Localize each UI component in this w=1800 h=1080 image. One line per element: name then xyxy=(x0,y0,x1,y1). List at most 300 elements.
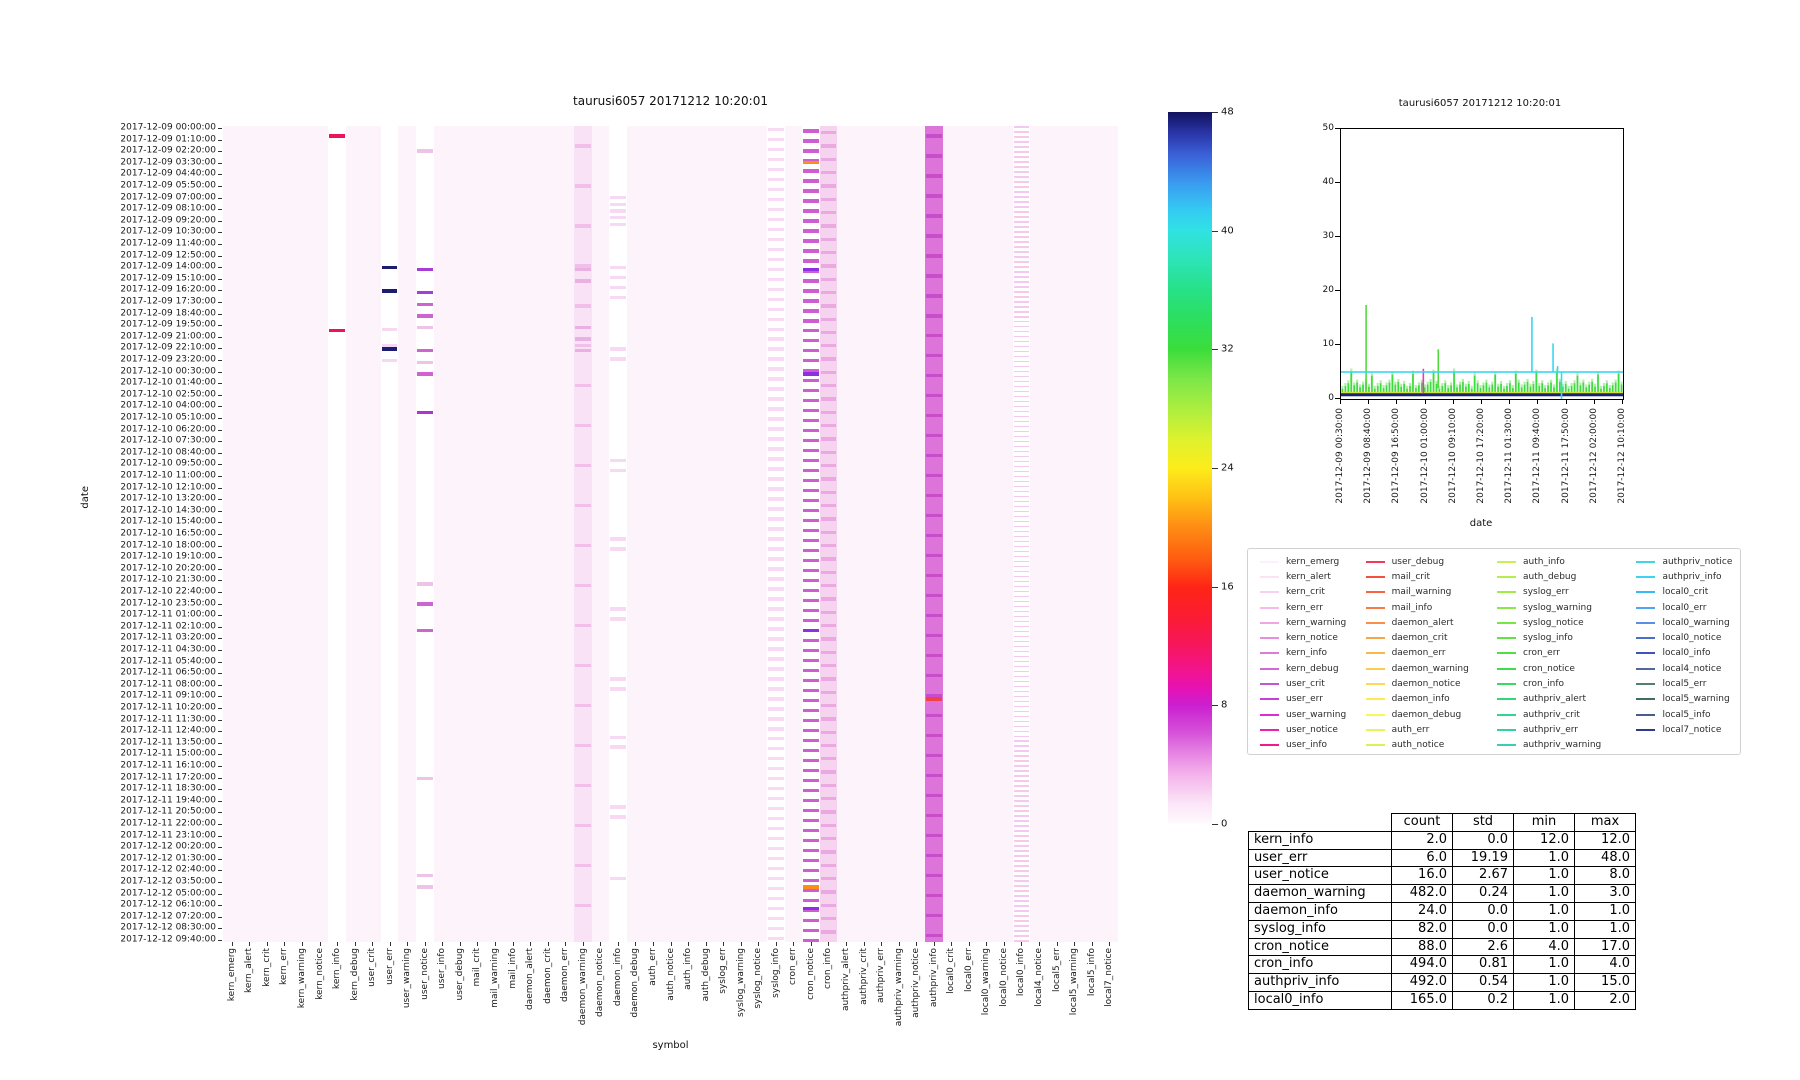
heatmap-cell-cron_notice xyxy=(803,769,819,772)
legend-item-cron_err xyxy=(1497,646,1636,661)
heatmap-row-label: 2017-12-10 19:10:00 xyxy=(120,551,216,562)
heatmap-cell-cron_notice xyxy=(803,529,819,532)
heatmap-column-label: kern_warning xyxy=(296,948,307,1009)
heatmap-cell-daemon_warning xyxy=(575,184,591,187)
heatmap-row-label: 2017-12-11 11:30:00 xyxy=(120,714,216,725)
heatmap-row-tick xyxy=(218,453,222,454)
heatmap-cell-cron_notice xyxy=(803,639,819,642)
legend-swatch xyxy=(1366,683,1385,685)
heatmap-cell-cron_info xyxy=(821,318,837,321)
heatmap-column-tick xyxy=(1021,942,1022,946)
heatmap-column-daemon_alert xyxy=(521,126,539,942)
heatmap-column-kern_info xyxy=(328,126,346,942)
heatmap-cell-local0_info xyxy=(1014,131,1030,133)
heatmap-row-label: 2017-12-10 11:00:00 xyxy=(120,470,216,481)
heatmap-row-label: 2017-12-09 16:20:00 xyxy=(120,284,216,295)
heatmap-row-label: 2017-12-12 02:40:00 xyxy=(120,864,216,875)
heatmap-cell-syslog_info xyxy=(768,407,784,410)
legend-item-kern_err xyxy=(1260,600,1366,615)
heatmap-cell-syslog_info xyxy=(768,278,784,281)
heatmap-column-user_warning xyxy=(398,126,416,942)
legend-swatch xyxy=(1497,561,1516,563)
heatmap-column-tick xyxy=(320,942,321,946)
heatmap-cell-local0_info xyxy=(1014,481,1030,483)
heatmap-cell-daemon_info xyxy=(610,459,626,462)
legend-item-authpriv_info xyxy=(1636,569,1740,584)
heatmap-cell-daemon_warning xyxy=(575,268,591,271)
heatmap-cell-local0_info xyxy=(1014,810,1030,812)
heatmap-row-label: 2017-12-10 15:40:00 xyxy=(120,516,216,527)
legend-swatch xyxy=(1260,744,1279,746)
heatmap-cell-cron_info xyxy=(821,651,837,654)
heatmap-cell-cron_info xyxy=(821,597,837,600)
stats-row-user_notice xyxy=(1249,867,1636,885)
heatmap-column-kern_debug xyxy=(346,126,364,942)
linechart-y-tick xyxy=(1335,128,1340,129)
heatmap-row-tick xyxy=(218,766,222,767)
heatmap-row-label: 2017-12-09 17:30:00 xyxy=(120,296,216,307)
linechart-x-tick xyxy=(1509,399,1510,404)
legend-item-auth_err xyxy=(1366,722,1497,737)
heatmap-cell-local0_info xyxy=(1014,166,1030,168)
legend-item-user_err xyxy=(1260,692,1366,707)
heatmap-cell-daemon_info xyxy=(610,276,626,279)
heatmap-row-tick xyxy=(218,754,222,755)
colorbar-tick-label: 0 xyxy=(1221,818,1228,830)
heatmap-column-tick xyxy=(776,942,777,946)
heatmap-row-label: 2017-12-10 20:20:00 xyxy=(120,563,216,574)
heatmap-column-label: mail_info xyxy=(507,948,518,989)
heatmap-cell-local0_info xyxy=(1014,726,1030,728)
heatmap-row-tick xyxy=(218,186,222,187)
legend-item-local0_notice xyxy=(1636,630,1740,645)
heatmap-cell-local0_info xyxy=(1014,900,1030,902)
heatmap-cell-daemon_info xyxy=(610,223,626,226)
heatmap-column-tick xyxy=(548,942,549,946)
heatmap-column-local0_warning xyxy=(978,126,996,942)
legend-item-mail_info xyxy=(1366,600,1497,615)
heatmap-cell-authpriv_info xyxy=(926,154,942,157)
legend-label: daemon_alert xyxy=(1391,617,1454,628)
heatmap-column-kern_emerg xyxy=(223,126,241,942)
heatmap-row-label: 2017-12-09 04:40:00 xyxy=(120,168,216,179)
heatmap-column-tick xyxy=(723,942,724,946)
heatmap-x-axis-label: symbol xyxy=(652,1040,689,1051)
stats-row-label: cron_notice xyxy=(1249,938,1392,956)
heatmap-cell-local0_info xyxy=(1014,870,1030,872)
legend-swatch xyxy=(1260,607,1279,609)
heatmap-cell-cron_notice xyxy=(803,559,819,562)
heatmap-row-tick xyxy=(218,232,222,233)
heatmap-row-tick xyxy=(218,812,222,813)
heatmap-cell-cron_info xyxy=(821,664,837,667)
heatmap-cell-local0_info xyxy=(1014,606,1030,608)
heatmap-row-label: 2017-12-12 00:20:00 xyxy=(120,841,216,852)
heatmap-cell-cron_info xyxy=(821,384,837,387)
legend-item-local0_crit xyxy=(1636,585,1740,600)
heatmap-column-label: daemon_info xyxy=(612,948,623,1007)
heatmap-cell-local0_info xyxy=(1014,875,1030,877)
heatmap-row-tick xyxy=(218,847,222,848)
heatmap-cell-cron_info xyxy=(821,224,837,227)
heatmap-row-label: 2017-12-10 05:10:00 xyxy=(120,412,216,423)
series-daemon_warning-line xyxy=(1341,392,1623,393)
heatmap-cell-local0_info xyxy=(1014,126,1030,128)
heatmap-cell-local0_info xyxy=(1014,521,1030,523)
heatmap-row-label: 2017-12-10 08:40:00 xyxy=(120,447,216,458)
linechart-x-tick xyxy=(1481,399,1482,404)
legend-swatch xyxy=(1636,729,1655,731)
heatmap-cell-local0_info xyxy=(1014,890,1030,892)
heatmap-column-local0_err xyxy=(960,126,978,942)
heatmap-row-tick xyxy=(218,314,222,315)
series-authpriv_info-spike xyxy=(1561,372,1563,399)
legend-item-syslog_info xyxy=(1497,630,1636,645)
heatmap-cell-user_notice xyxy=(417,291,433,294)
heatmap-cell-local0_info xyxy=(1014,271,1030,273)
heatmap-column-tick xyxy=(671,942,672,946)
heatmap-column-tick xyxy=(390,942,391,946)
heatmap-column-tick xyxy=(899,942,900,946)
heatmap-cell-syslog_info xyxy=(768,138,784,141)
colorbar-tick-label: 40 xyxy=(1221,225,1234,237)
heatmap-row-label: 2017-12-09 21:00:00 xyxy=(120,331,216,342)
legend-swatch xyxy=(1636,698,1655,700)
stats-row-label: syslog_info xyxy=(1249,920,1392,938)
linechart-x-tick-label: 2017-12-09 00:30:00 xyxy=(1335,408,1345,504)
heatmap-row-label: 2017-12-10 22:40:00 xyxy=(120,586,216,597)
legend-label: daemon_debug xyxy=(1391,709,1462,720)
heatmap-cell-daemon_warning xyxy=(575,304,591,307)
heatmap-cell-cron_info xyxy=(821,397,837,400)
heatmap-cell-local0_info xyxy=(1014,696,1030,698)
colorbar-tick xyxy=(1212,112,1218,113)
heatmap-cell-authpriv_info xyxy=(926,554,942,557)
legend-swatch xyxy=(1260,698,1279,700)
stats-value: 4.0 xyxy=(1575,956,1636,974)
stats-value: 494.0 xyxy=(1392,956,1453,974)
heatmap-cell-authpriv_info xyxy=(926,914,942,917)
heatmap-cell-local0_info xyxy=(1014,226,1030,228)
heatmap-cell-syslog_info xyxy=(768,527,784,530)
stats-row-cron_info xyxy=(1249,956,1636,974)
heatmap-cell-cron_info xyxy=(821,691,837,694)
heatmap-row-tick xyxy=(218,569,222,570)
heatmap-cell-cron_info xyxy=(821,304,837,307)
heatmap-cell-local0_info xyxy=(1014,815,1030,817)
heatmap-column-tick xyxy=(267,942,268,946)
heatmap-cell-cron_notice xyxy=(803,259,819,262)
legend-label: authpriv_alert xyxy=(1523,694,1586,705)
linechart-y-tick-label: 10 xyxy=(1322,339,1334,349)
heatmap-band-cron_info xyxy=(820,126,838,942)
heatmap-cell-daemon_warning xyxy=(575,624,591,627)
heatmap-cell-cron_notice xyxy=(803,689,819,692)
heatmap-cell-syslog_info xyxy=(768,617,784,620)
heatmap-cell-user_notice xyxy=(417,885,433,888)
heatmap-cell-syslog_info xyxy=(768,927,784,930)
heatmap-cell-local0_info xyxy=(1014,311,1030,313)
heatmap-cell-cron_notice xyxy=(803,319,819,322)
heatmap-cell-local0_info xyxy=(1014,156,1030,158)
heatmap-cell-local0_info xyxy=(1014,825,1030,827)
heatmap-row-label: 2017-12-09 02:20:00 xyxy=(120,145,216,156)
heatmap-cell-cron_notice xyxy=(803,919,819,922)
heatmap-cell-local0_info xyxy=(1014,231,1030,233)
legend-item-local0_warning xyxy=(1636,615,1740,630)
heatmap-cell-cron_notice xyxy=(803,139,819,142)
heatmap-cell-cron_info xyxy=(821,344,837,347)
heatmap-column-kern_warning xyxy=(293,126,311,942)
stats-value: 2.6 xyxy=(1453,938,1514,956)
heatmap-cell-syslog_info xyxy=(768,258,784,261)
heatmap-cell-cron_notice xyxy=(803,789,819,792)
stats-value: 492.0 xyxy=(1392,974,1453,992)
heatmap-cell-cron_info xyxy=(821,611,837,614)
legend-label: auth_notice xyxy=(1391,740,1445,751)
heatmap-cell-cron_notice xyxy=(803,699,819,702)
heatmap-cell-cron_notice xyxy=(803,929,819,932)
heatmap-column-syslog_err xyxy=(714,126,732,942)
heatmap-cell-daemon_info xyxy=(610,745,626,748)
stats-value: 3.0 xyxy=(1575,885,1636,903)
heatmap-cell-syslog_info xyxy=(768,657,784,660)
heatmap-cell-user_err xyxy=(382,266,398,269)
heatmap-cell-local0_info xyxy=(1014,780,1030,782)
colorbar-tick-label: 8 xyxy=(1221,699,1228,711)
heatmap-column-tick xyxy=(1074,942,1075,946)
heatmap-cell-local0_info xyxy=(1014,416,1030,418)
stats-value: 2.0 xyxy=(1392,831,1453,849)
heatmap-cell-local0_info xyxy=(1014,411,1030,413)
legend-item-authpriv_crit xyxy=(1497,707,1636,722)
legend-swatch xyxy=(1260,729,1279,731)
heatmap-cell-authpriv_info xyxy=(926,714,942,717)
linechart-x-tick-label: 2017-12-11 01:30:00 xyxy=(1504,408,1515,504)
legend-item-auth_debug xyxy=(1497,569,1636,584)
heatmap-cell-daemon_info xyxy=(610,209,626,212)
heatmap-cell-cron_info xyxy=(821,357,837,360)
heatmap-cell-local0_info xyxy=(1014,935,1030,937)
heatmap-cell-local0_info xyxy=(1014,855,1030,857)
heatmap-cell-daemon_warning xyxy=(575,544,591,547)
heatmap-cell-local0_info xyxy=(1014,381,1030,383)
heatmap-cell-cron_notice xyxy=(803,729,819,732)
heatmap-cell-local0_info xyxy=(1014,591,1030,593)
heatmap-row-tick xyxy=(218,662,222,663)
heatmap-cell-local0_info xyxy=(1014,731,1030,733)
heatmap-column-tick xyxy=(864,942,865,946)
legend-swatch xyxy=(1366,744,1385,746)
heatmap-cell-cron_info xyxy=(821,411,837,414)
heatmap-cell-syslog_info xyxy=(768,427,784,430)
heatmap-cell-syslog_info xyxy=(768,367,784,370)
legend-swatch xyxy=(1366,591,1385,593)
legend-label: user_notice xyxy=(1286,724,1338,735)
heatmap-row-tick xyxy=(218,151,222,152)
heatmap-cell-syslog_info xyxy=(768,707,784,710)
heatmap-cell-cron_info xyxy=(821,810,837,813)
heatmap-cell-local0_info xyxy=(1014,206,1030,208)
linechart-x-axis-label: date xyxy=(1469,518,1493,529)
heatmap-cell-cron_info xyxy=(821,584,837,587)
heatmap-column-label: syslog_info xyxy=(770,948,781,998)
heatmap-row-label: 2017-12-11 16:10:00 xyxy=(120,760,216,771)
heatmap-cell-daemon_info xyxy=(610,687,626,690)
heatmap-cell-syslog_info xyxy=(768,248,784,251)
linechart-y-tick-label: 0 xyxy=(1328,393,1334,403)
heatmap-row-label: 2017-12-10 23:50:00 xyxy=(120,598,216,609)
legend-item-authpriv_alert xyxy=(1497,692,1636,707)
heatmap-row-label: 2017-12-09 09:20:00 xyxy=(120,215,216,226)
heatmap-cell-local0_info xyxy=(1014,276,1030,278)
legend-label: daemon_notice xyxy=(1391,679,1461,690)
heatmap-row-tick xyxy=(218,743,222,744)
heatmap-column-mail_warning xyxy=(486,126,504,942)
stats-value: 0.54 xyxy=(1453,974,1514,992)
heatmap-row-tick xyxy=(218,801,222,802)
heatmap-cell-authpriv_info xyxy=(926,794,942,797)
heatmap-row-label: 2017-12-10 12:10:00 xyxy=(120,482,216,493)
heatmap-cell-authpriv_info xyxy=(926,294,942,297)
heatmap-column-local7_notice xyxy=(1100,126,1118,942)
legend-item-local0_err xyxy=(1636,600,1740,615)
heatmap-row-label: 2017-12-09 00:00:00 xyxy=(120,122,216,133)
colorbar-tick xyxy=(1212,824,1218,825)
legend-swatch xyxy=(1497,637,1516,639)
heatmap-cell-cron_notice xyxy=(803,749,819,752)
heatmap-cell-local0_info xyxy=(1014,895,1030,897)
heatmap-cell-syslog_info xyxy=(768,337,784,340)
heatmap-cell-local0_info xyxy=(1014,716,1030,718)
heatmap-row-tick xyxy=(218,580,222,581)
heatmap-row-tick xyxy=(218,406,222,407)
legend-label: kern_warning xyxy=(1286,617,1347,628)
heatmap-cell-daemon_warning xyxy=(575,424,591,427)
heatmap-cell-local0_info xyxy=(1014,161,1030,163)
heatmap-cell-authpriv_info xyxy=(926,194,942,197)
heatmap-cell-local0_info xyxy=(1014,721,1030,723)
heatmap-cell-local0_info xyxy=(1014,561,1030,563)
heatmap-column-label: authpriv_warning xyxy=(893,948,904,1027)
heatmap-cell-cron_notice xyxy=(803,829,819,832)
heatmap-cell-local0_info xyxy=(1014,506,1030,508)
heatmap-cell-local0_info xyxy=(1014,930,1030,932)
heatmap-cell-daemon_warning xyxy=(575,744,591,747)
heatmap-cell-syslog_info xyxy=(768,467,784,470)
heatmap-cell-syslog_info xyxy=(768,907,784,910)
heatmap-row-label: 2017-12-11 13:50:00 xyxy=(120,737,216,748)
heatmap-column-label: cron_notice xyxy=(805,948,816,1000)
legend-item-daemon_err xyxy=(1366,646,1497,661)
heatmap-cell-authpriv_info xyxy=(926,574,942,577)
stats-row-cron_notice xyxy=(1249,938,1636,956)
heatmap-column-tick xyxy=(688,942,689,946)
legend-column xyxy=(1366,554,1497,754)
legend-label: local5_err xyxy=(1662,679,1707,690)
stats-row-authpriv_info xyxy=(1249,974,1636,992)
heatmap-row-tick xyxy=(218,615,222,616)
heatmap-cell-local0_info xyxy=(1014,326,1030,328)
heatmap-cell-local0_info xyxy=(1014,286,1030,288)
heatmap-cell-local0_info xyxy=(1014,661,1030,663)
heatmap-cell-cron_info xyxy=(821,731,837,734)
heatmap-cell-cron_notice xyxy=(803,589,819,592)
heatmap-row-label: 2017-12-09 07:00:00 xyxy=(120,192,216,203)
heatmap-cell-local0_info xyxy=(1014,461,1030,463)
heatmap-cell-local0_info xyxy=(1014,880,1030,882)
heatmap-column-kern_alert xyxy=(241,126,259,942)
heatmap-column-local0_crit xyxy=(943,126,961,942)
heatmap-cell-syslog_info xyxy=(768,168,784,171)
stats-value: 0.2 xyxy=(1453,991,1514,1009)
heatmap-row-label: 2017-12-10 18:00:00 xyxy=(120,540,216,551)
heatmap-row-tick xyxy=(218,140,222,141)
legend-label: daemon_info xyxy=(1391,694,1450,705)
heatmap-cell-cron_notice xyxy=(803,879,819,882)
legend-swatch xyxy=(1366,622,1385,624)
heatmap-row-label: 2017-12-12 01:30:00 xyxy=(120,853,216,864)
heatmap-cell-cron_notice xyxy=(803,779,819,782)
heatmap-cell-user_err xyxy=(382,347,398,350)
heatmap-row-tick xyxy=(218,870,222,871)
heatmap-cell-local0_info xyxy=(1014,531,1030,533)
heatmap-cell-cron_info xyxy=(821,824,837,827)
legend-item-user_notice xyxy=(1260,722,1366,737)
heatmap-cell-syslog_info xyxy=(768,557,784,560)
heatmap-cell-daemon_info xyxy=(610,815,626,818)
legend-item-user_info xyxy=(1260,738,1366,753)
heatmap-row-label: 2017-12-10 21:30:00 xyxy=(120,574,216,585)
heatmap-cell-daemon_warning xyxy=(575,279,591,282)
heatmap-row-label: 2017-12-09 08:10:00 xyxy=(120,203,216,214)
linechart-plot xyxy=(1340,128,1624,400)
heatmap-column-label: authpriv_alert xyxy=(840,948,851,1011)
heatmap-column-label: daemon_debug xyxy=(630,948,641,1018)
heatmap-column-tick xyxy=(302,942,303,946)
heatmap-cell-local0_info xyxy=(1014,830,1030,832)
heatmap-cell-cron_notice xyxy=(803,409,819,412)
legend-item-kern_emerg xyxy=(1260,554,1366,569)
heatmap-cell-local0_info xyxy=(1014,910,1030,912)
legend-item-auth_notice xyxy=(1366,738,1497,753)
stats-row-label: user_err xyxy=(1249,849,1392,867)
legend-label: user_warning xyxy=(1286,709,1347,720)
heatmap-cell-local0_info xyxy=(1014,626,1030,628)
linechart-y-tick-label: 50 xyxy=(1322,123,1334,133)
heatmap-cell-syslog_info xyxy=(768,887,784,890)
heatmap-row-tick xyxy=(218,604,222,605)
heatmap-cell-syslog_info xyxy=(768,377,784,380)
heatmap-cell-syslog_info xyxy=(768,667,784,670)
heatmap-cell-daemon_info xyxy=(610,469,626,472)
heatmap-cell-local0_info xyxy=(1014,546,1030,548)
legend-label: mail_crit xyxy=(1391,571,1431,582)
heatmap-cell-user_notice xyxy=(417,326,433,329)
heatmap-cell-local0_info xyxy=(1014,736,1030,738)
stats-value: 1.0 xyxy=(1514,956,1575,974)
heatmap-cell-local0_info xyxy=(1014,885,1030,887)
legend-label: mail_warning xyxy=(1391,587,1452,598)
heatmap-cell-local0_info xyxy=(1014,745,1030,747)
heatmap-column-tick xyxy=(951,942,952,946)
heatmap-column-label: user_notice xyxy=(419,948,430,1000)
legend-label: local5_info xyxy=(1662,709,1711,720)
heatmap-cell-syslog_info xyxy=(768,697,784,700)
heatmap-cell-daemon_warning xyxy=(575,344,591,347)
heatmap-row-tick xyxy=(218,859,222,860)
heatmap-column-label: authpriv_err xyxy=(876,948,887,1003)
